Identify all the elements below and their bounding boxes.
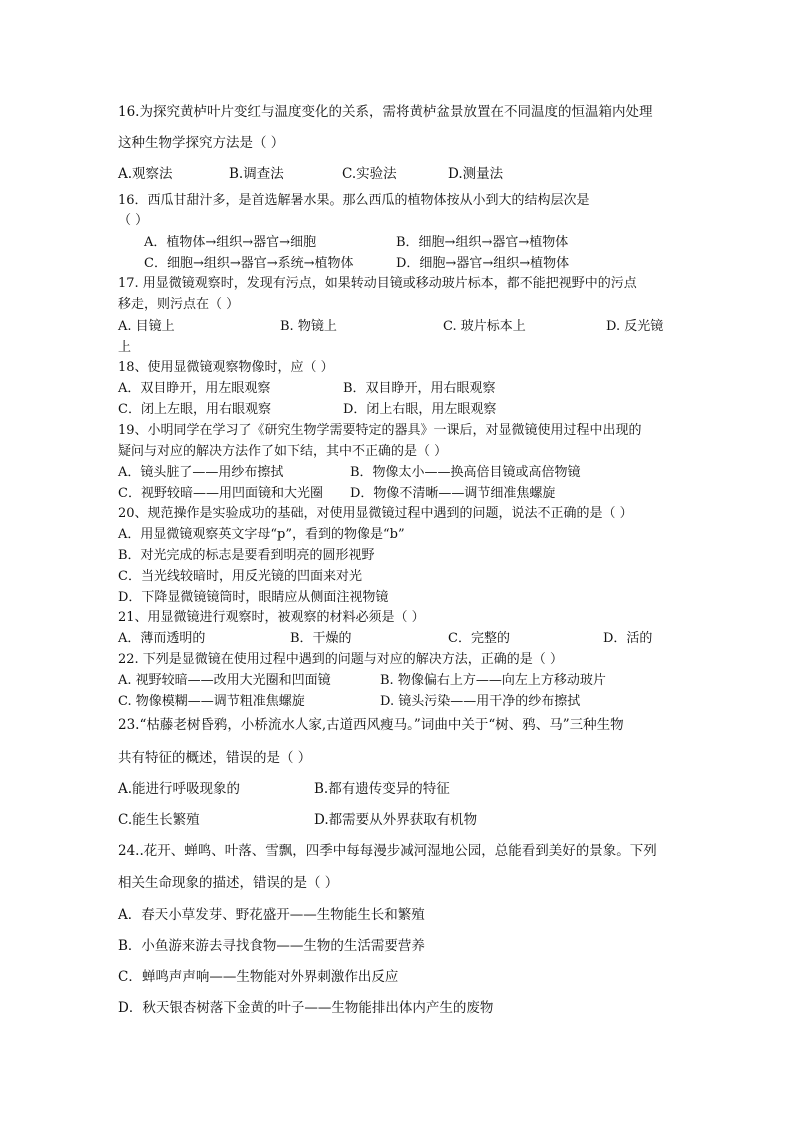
question-stem: 23.“枯藤老树昏鸦，小桥流水人家,古道西风瘦马。”词曲中关于“树、鸦、马”三种生物 xyxy=(118,717,624,733)
option-c: C. 玻片标本上 xyxy=(443,319,526,334)
option-a: A．镜头脏了——用纱布擦拭 xyxy=(118,465,284,480)
option-b: B．细胞→组织→器官→植物体 xyxy=(396,235,569,250)
option-c: C. 物像模糊——调节粗准焦螺旋 xyxy=(118,694,305,709)
option-c: C．闭上左眼，用右眼观察 xyxy=(118,402,271,417)
option-c: C．视野较暗——用凹面镜和大光圈 xyxy=(118,486,323,501)
option-d: D．闭上右眼，用左眼观察 xyxy=(343,402,497,417)
option-a: A．用显微镜观察英文字母“p”，看到的物像是“b” xyxy=(118,527,405,542)
option-b: B.调查法 xyxy=(229,166,284,182)
question-stem: 移走，则污点在（ ） xyxy=(118,297,240,312)
question-stem: 19、小明同学在学习了《研究生物学需要特定的器具》一课后，对显微镜使用过程中出现的 xyxy=(118,423,642,438)
question-stem: 16.为探究黄栌叶片变红与温度变化的关系，需将黄栌盆景放置在不同温度的恒温箱内处理 xyxy=(118,104,653,120)
question-stem: 24..花开、蝉鸣、叶落、雪飘，四季中每每漫步减河湿地公园，总能看到美好的景象。下列 xyxy=(118,843,657,859)
option-a: A. 目镜上 xyxy=(118,319,175,334)
question-stem: 20、规范操作是实验成功的基础，对使用显微镜过程中遇到的问题，说法不正确的是（ ） xyxy=(118,506,633,521)
option-b: B. 物镜上 xyxy=(280,319,337,334)
option-c: C．完整的 xyxy=(448,631,510,646)
option-a: A. 视野较暗——改用大光圈和凹面镜 xyxy=(118,673,331,688)
question-stem: 疑问与对应的解决方法作了如下结，其中不正确的是（ ） xyxy=(118,444,448,459)
option-b: B．小鱼游来游去寻找食物——生物的生活需要营养 xyxy=(118,938,425,954)
option-d: D.测量法 xyxy=(448,166,504,182)
option-d: D．物像不清晰——调节细准焦螺旋 xyxy=(350,486,556,501)
question-stem: （ ） xyxy=(118,213,149,228)
option-a: A．双目睁开，用左眼观察 xyxy=(118,381,271,396)
option-d-wrap: 上 xyxy=(118,340,132,355)
option-d: D. 镜头污染——用干净的纱布擦拭 xyxy=(380,694,581,709)
option-a: A.观察法 xyxy=(118,166,173,182)
option-c: C．蝉鸣声声响——生物能对外界刺激作出反应 xyxy=(118,969,399,985)
question-stem: 17. 用显微镜观察时，发现有污点，如果转动目镜或移动玻片标本，都不能把视野中的污点 xyxy=(118,276,637,291)
option-b: B．对光完成的标志是要看到明亮的圆形视野 xyxy=(118,548,375,563)
option-b: B．物像太小——换高倍目镜或高倍物镜 xyxy=(350,465,581,480)
option-d: D.都需要从外界获取有机物 xyxy=(314,812,478,828)
option-b: B. 物像偏右上方——向左上方移动玻片 xyxy=(380,673,606,688)
option-d: D．活的 xyxy=(603,631,653,646)
option-a: A.能进行呼吸现象的 xyxy=(118,781,241,797)
option-a: A．植物体→组织→器官→细胞 xyxy=(144,235,317,250)
option-d: D．秋天银杏树落下金黄的叶子——生物能排出体内产生的废物 xyxy=(118,1000,494,1016)
option-b: B.都有遗传变异的特征 xyxy=(314,781,450,797)
question-stem: 这种生物学探究方法是（ ） xyxy=(118,135,285,151)
option-b: B．干燥的 xyxy=(290,631,352,646)
question-stem: 共有特征的概述，错误的是（ ） xyxy=(118,750,312,766)
option-c: C．细胞→组织→器官→系统→植物体 xyxy=(144,256,354,271)
option-d: D．细胞→器官→组织→植物体 xyxy=(396,256,570,271)
question-stem: 相关生命现象的描述，错误的是（ ） xyxy=(118,875,339,891)
option-c: C.实验法 xyxy=(342,166,397,182)
question-stem: 22. 下列是显微镜在使用过程中遇到的问题与对应的解决方法，正确的是（ ） xyxy=(118,652,563,667)
option-d: D．下降显微镜镜筒时，眼睛应从侧面注视物镜 xyxy=(118,590,389,605)
option-d: D. 反光镜 xyxy=(606,319,664,334)
option-a: A．春天小草发芽、野花盛开——生物能生长和繁殖 xyxy=(118,907,425,923)
option-b: B．双目睁开，用右眼观察 xyxy=(343,381,496,396)
option-c: C．当光线较暗时，用反光镜的凹面来对光 xyxy=(118,569,362,584)
option-a: A．薄而透明的 xyxy=(118,631,206,646)
question-stem: 21、用显微镜进行观察时，被观察的材料必须是（ ） xyxy=(118,610,425,625)
option-c: C.能生长繁殖 xyxy=(118,812,200,828)
question-stem: 18、使用显微镜观察物像时，应（ ） xyxy=(118,360,334,375)
question-stem: 16．西瓜甘甜汁多，是首选解暑水果。那么西瓜的植物体按从小到大的结构层次是 xyxy=(118,193,590,208)
